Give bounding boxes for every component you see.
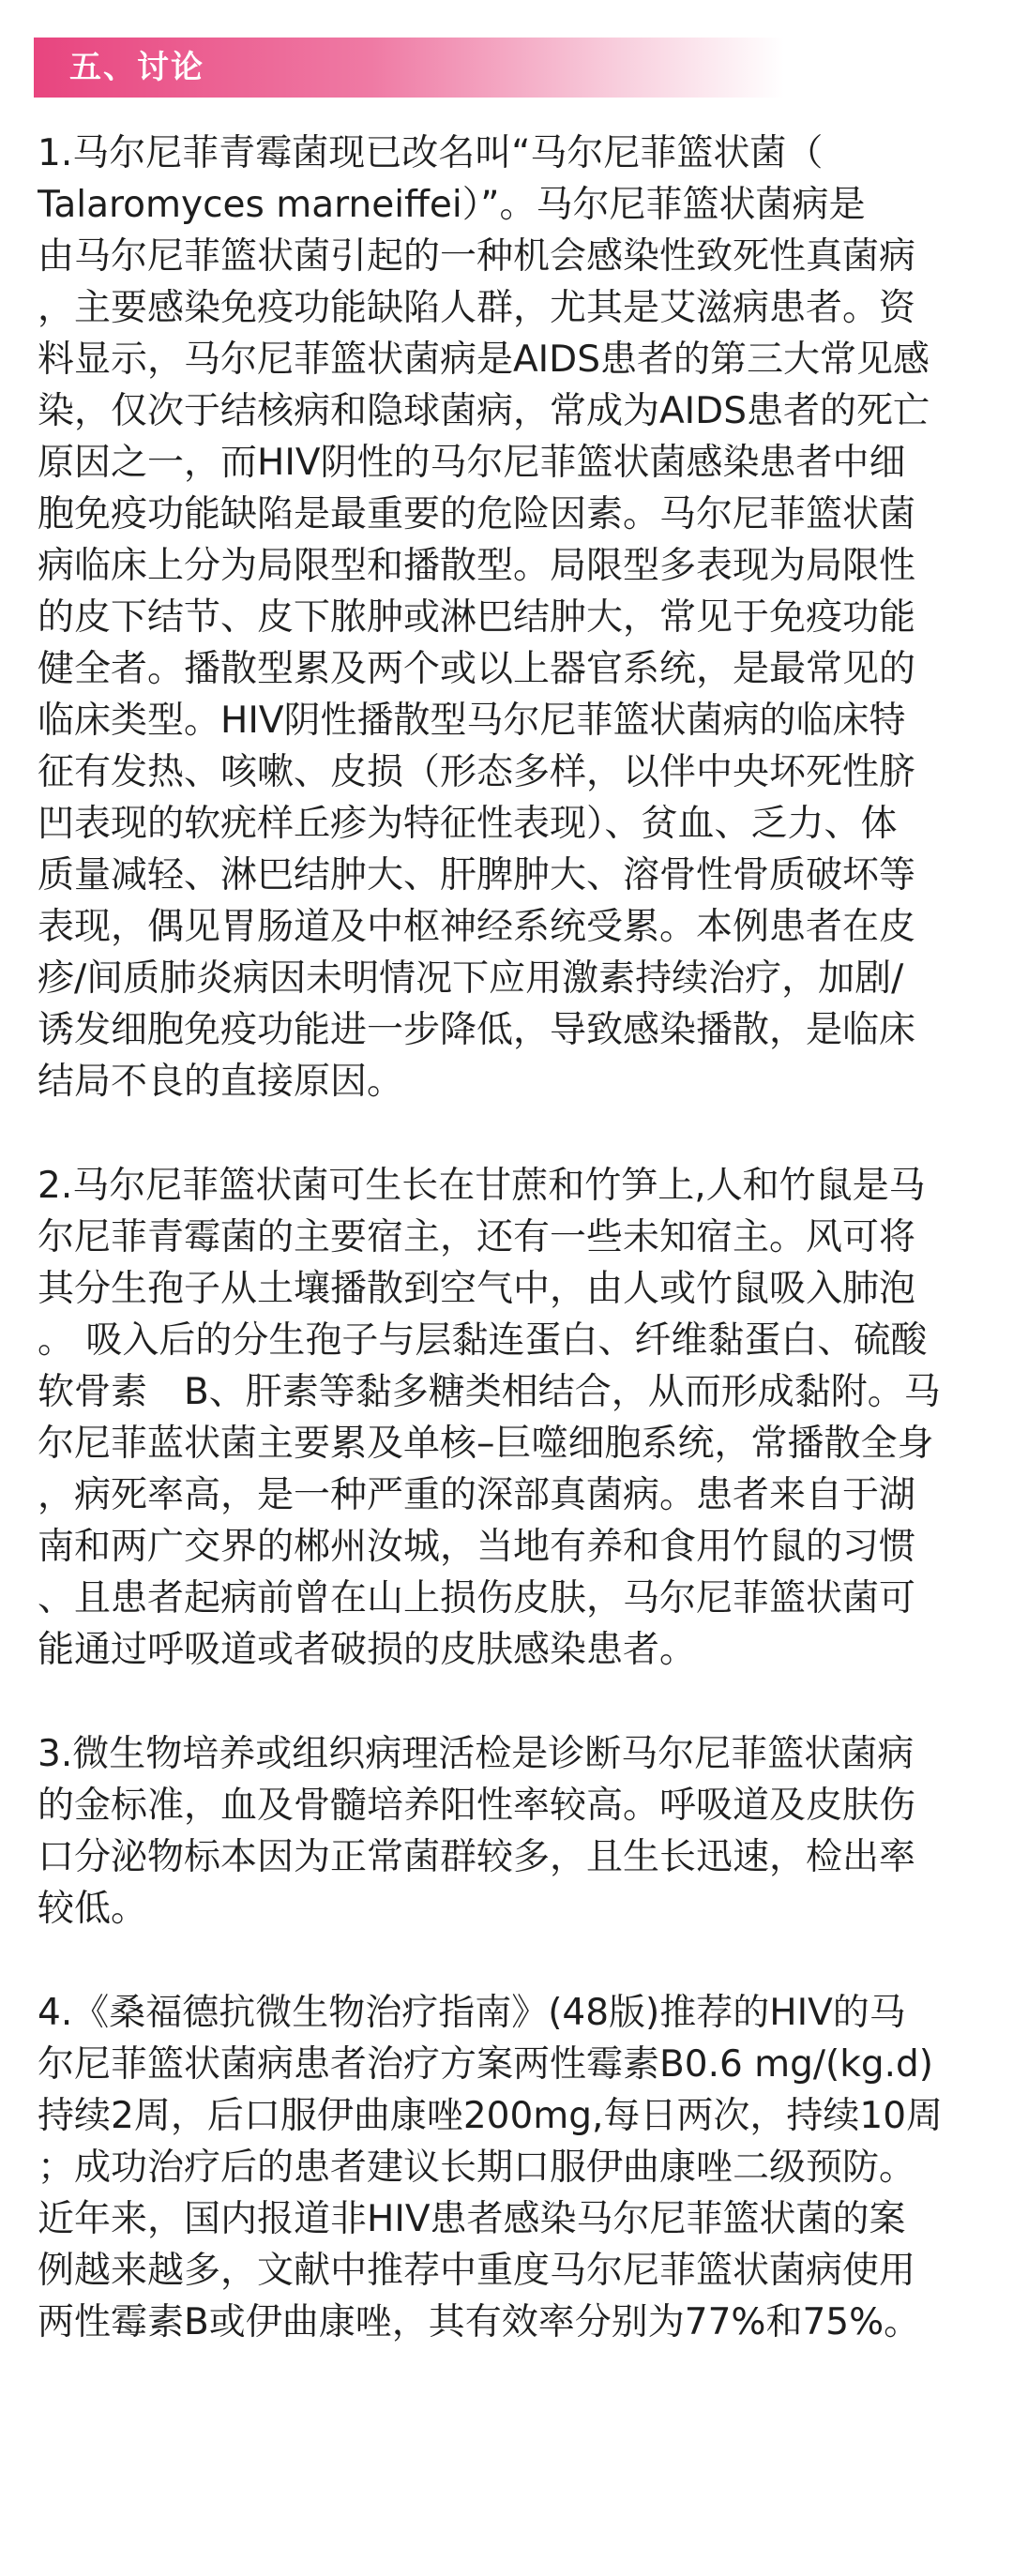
paragraph-text-line: 染，仅次于结核病和隐球菌病，常成为AIDS患者的死亡 (38, 390, 930, 432)
paragraph-text-line: 胞免疫功能缺陷是最重要的危险因素。马尔尼菲篮状菌 (38, 493, 916, 535)
paragraph-text-line: 诱发细胞免疫功能进一步降低，导致感染播散，是临床 (38, 1009, 916, 1051)
paragraph-text-line: ，主要感染免疫功能缺陷人群，尤其是艾滋病患者。资 (38, 287, 916, 329)
paragraph-text-line: 疹/间质肺炎病因未明情况下应用激素持续治疗，加剧/ (38, 957, 904, 1000)
paragraph-text-line: 由马尔尼菲篮状菌引起的一种机会感染性致死性真菌病 (38, 235, 916, 278)
paragraph-text-line: ，病死率高，是一种严重的深部真菌病。患者来自于湖 (38, 1474, 916, 1516)
paragraph-text-line: 能通过呼吸道或者破损的皮肤感染患者。 (38, 1629, 697, 1671)
section-header-banner (34, 38, 784, 98)
paragraph-text-line: 例越来越多，文献中推荐中重度马尔尼菲篮状菌病使用 (38, 2250, 916, 2292)
paragraph-text-line: 2.马尔尼菲篮状菌可生长在甘蔗和竹笋上,人和竹鼠是马 (38, 1165, 926, 1207)
paragraph-text-line: 尔尼菲青霉菌的主要宿主，还有一些未知宿主。风可将 (38, 1216, 916, 1258)
paragraph-text-line: 3.微生物培养或组织病理活检是诊断马尔尼菲篮状菌病 (38, 1733, 915, 1775)
paragraph-text-line: 。 吸入后的分生孢子与层黏连蛋白、纤维黏蛋白、硫酸 (38, 1319, 928, 1362)
paragraph-text-line: 的金标准，血及骨髓培养阳性率较高。呼吸道及皮肤伤 (38, 1785, 916, 1827)
paragraph-text-line: 凹表现的软疣样丘疹为特征性表现）、贫血、乏力、体 (38, 803, 898, 845)
discussion-paragraph-3 (38, 1728, 975, 1935)
paragraph-text-line: 其分生孢子从土壤播散到空气中，由人或竹鼠吸入肺泡 (38, 1268, 916, 1310)
paragraph-text-line: 表现，偶见胃肠道及中枢神经系统受累。本例患者在皮 (38, 906, 916, 948)
discussion-paragraph-4 (38, 1987, 975, 2348)
paragraph-text-line: 近年来，国内报道非HIV患者感染马尔尼菲篮状菌的案 (38, 2198, 906, 2240)
paragraph-text-line: 持续2周，后口服伊曲康唑200mg,每日两次，持续10周 (38, 2095, 944, 2137)
paragraph-text-line: 尔尼菲蓝状菌主要累及单核–巨噬细胞系统，常播散全身 (38, 1423, 934, 1465)
paragraph-text-line: 的皮下结节、皮下脓肿或淋巴结肿大，常见于免疫功能 (38, 596, 916, 639)
discussion-paragraph-2 (38, 1160, 975, 1676)
paragraph-text-line: 征有发热、咳嗽、皮损（形态多样，以伴中央坏死性脐 (38, 751, 916, 793)
article-body (38, 128, 975, 2401)
paragraph-text-line: 1.马尔尼菲青霉菌现已改名叫“马尔尼菲篮状菌（ (38, 132, 824, 174)
paragraph-text-line: 临床类型。HIV阴性播散型马尔尼菲篮状菌病的临床特 (38, 700, 906, 742)
paragraph-text-line: 南和两广交界的郴州汝城，当地有养和食用竹鼠的习惯 (38, 1526, 916, 1568)
paragraph-text-line: 尔尼菲篮状菌病患者治疗方案两性霉素B0.6 mg/(kg.d) (38, 2043, 933, 2086)
paragraph-text-line: 病临床上分为局限型和播散型。局限型多表现为局限性 (38, 545, 916, 587)
discussion-paragraph-1 (38, 128, 975, 1107)
paragraph-text-line: 料显示，马尔尼菲篮状菌病是AIDS患者的第三大常见感 (38, 339, 930, 381)
paragraph-text-line: 健全者。播散型累及两个或以上器官系统，是最常见的 (38, 648, 916, 690)
paragraph-text-line: 较低。 (38, 1888, 148, 1930)
paragraph-text-line: 4.《桑福德抗微生物治疗指南》(48版)推荐的HIV的马 (38, 1992, 906, 2034)
paragraph-text-line: 原因之一，而HIV阴性的马尔尼菲篮状菌感染患者中细 (38, 442, 906, 484)
paragraph-text-line: 、且患者起病前曾在山上损伤皮肤，马尔尼菲篮状菌可 (38, 1577, 916, 1619)
paragraph-text-line: 口分泌物标本因为正常菌群较多，且生长迅速，检出率 (38, 1836, 916, 1878)
paragraph-text-line: Talaromyces marneiffei）”。马尔尼菲篮状菌病是 (38, 184, 866, 226)
section-title: 五、讨论 (69, 49, 204, 86)
paragraph-text-line: ；成功治疗后的患者建议长期口服伊曲康唑二级预防。 (38, 2147, 916, 2189)
paragraph-text-line: 质量减轻、淋巴结肿大、肝脾肿大、溶骨性骨质破坏等 (38, 854, 916, 896)
paragraph-text-line: 两性霉素B或伊曲康唑，其有效率分别为77%和75%。 (38, 2301, 921, 2343)
paragraph-text-line: 结局不良的直接原因。 (38, 1061, 404, 1103)
paragraph-text-line: 软骨素 B、肝素等黏多糖类相结合，从而形成黏附。马 (38, 1371, 941, 1413)
